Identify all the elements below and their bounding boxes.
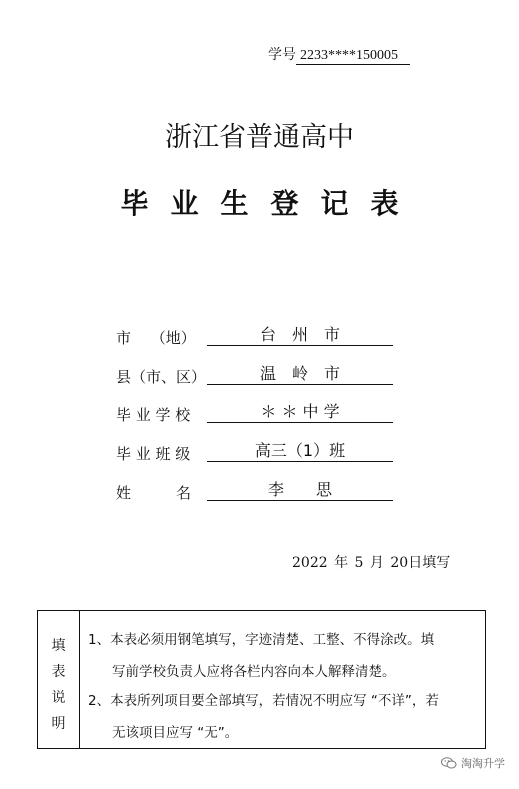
field-label-county: 县（市、区）	[116, 368, 207, 386]
instructions-heading-char: 说	[51, 690, 66, 706]
instruction-line: 写前学校负责人应将各栏内容向本人解释清楚。	[112, 664, 396, 680]
field-value-name: 李 思	[207, 480, 393, 501]
student-id-value: 2233****150005	[296, 48, 410, 65]
watermark-text: 淘淘升学	[461, 757, 505, 770]
student-id	[268, 44, 410, 65]
instruction-line: 2、本表所列项目要全部填写，若情况不明应写 “不详”，若	[88, 693, 439, 709]
document-title-form: 毕业生登记表	[120, 187, 421, 220]
field-label-class: 毕 业 班 级	[116, 445, 191, 463]
document-title-province: 浙江省普通高中	[165, 122, 354, 153]
student-id-label: 学号	[268, 47, 296, 63]
instruction-line: 无该项目应写 “无”。	[112, 725, 239, 741]
field-label-school: 毕 业 学 校	[116, 406, 191, 424]
fill-date-year: 2022	[292, 555, 328, 571]
fill-date-month-unit: 月	[369, 555, 384, 571]
fill-date-year-unit: 年	[334, 555, 349, 571]
watermark	[441, 755, 505, 771]
wechat-icon	[441, 757, 457, 769]
field-value-city: 台 州 市	[207, 325, 393, 346]
fill-date	[292, 552, 450, 572]
field-value-county: 温 岭 市	[207, 364, 393, 385]
fill-date-day: 20	[390, 555, 409, 571]
field-value-school: ＊ ＊ 中 学	[207, 402, 393, 423]
instructions-heading	[38, 611, 80, 748]
field-label-city: 市 （地）	[116, 329, 196, 347]
fill-date-suffix: 日填写	[408, 555, 451, 571]
field-value-class: 高三（1）班	[207, 441, 393, 462]
instructions-heading-char: 明	[51, 716, 66, 732]
field-label-name: 姓 名	[116, 484, 192, 502]
fill-date-month: 5	[354, 555, 364, 571]
instruction-line: 1、本表必须用钢笔填写，字迹清楚、工整、不得涂改。填	[88, 632, 435, 648]
instructions-box	[37, 610, 486, 749]
instructions-heading-char: 表	[51, 664, 66, 680]
instructions-heading-char: 填	[51, 638, 66, 654]
